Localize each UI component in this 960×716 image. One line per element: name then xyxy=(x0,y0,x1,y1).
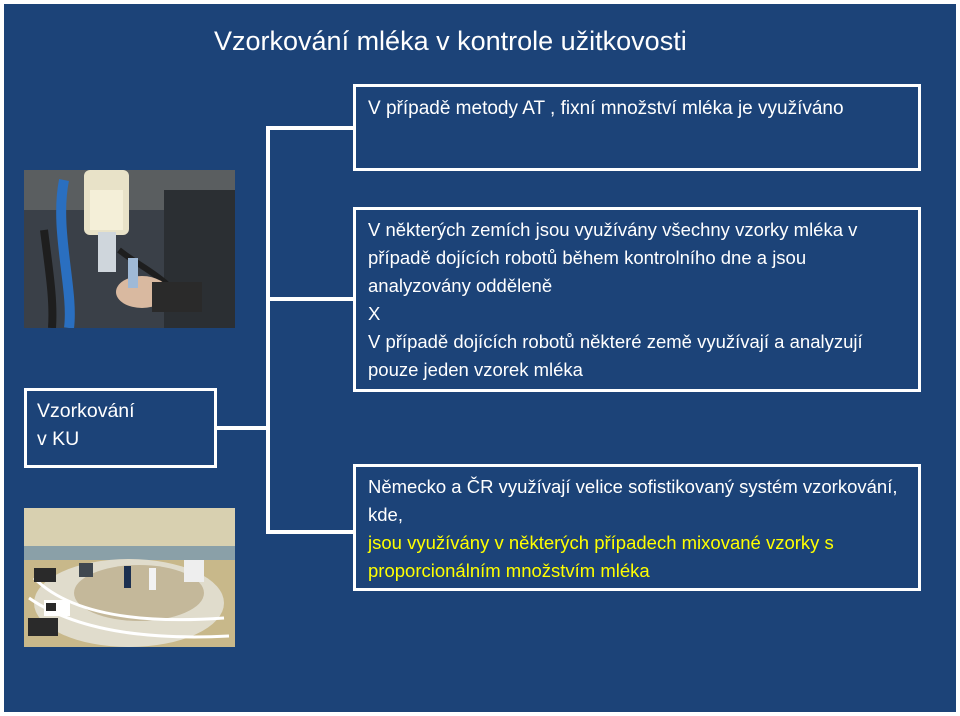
germany-cz-box xyxy=(353,464,921,591)
slide xyxy=(4,4,956,712)
slide-title: Vzorkování mléka v kontrole užitkovosti xyxy=(214,26,687,56)
sampling-label-line2: v KU xyxy=(37,428,80,450)
sampling-label-box xyxy=(24,388,217,468)
connector-vertical xyxy=(266,130,270,534)
connector-to-box2 xyxy=(266,297,354,301)
germany-cz-text: Německo a ČR využívají velice sofistikovaný systém vzorkování, kde, xyxy=(368,476,898,525)
sampling-label-line1: Vzorkování xyxy=(37,400,135,422)
robot-sampling-paragraph-2: V případě dojících robotů některé země využívají a analyzují pouze jeden vzorek mléka xyxy=(368,331,863,380)
connector-to-box1 xyxy=(266,126,354,130)
milking-parlour-photo xyxy=(24,508,235,647)
at-method-box xyxy=(353,84,921,171)
at-method-text: V případě metody AT , fixní množství mléka je využíváno xyxy=(368,98,844,119)
robot-sampling-separator: X xyxy=(368,303,381,324)
germany-cz-highlight: jsou využívány v některých případech mixované vzorky s proporcionálním množstvím mléka xyxy=(368,532,834,581)
milking-robot-photo xyxy=(24,170,235,328)
connector-to-label xyxy=(217,426,268,430)
robot-sampling-paragraph-1: V některých zemích jsou využívány všechny vzorky mléka v případě dojících robotů během kontrolního dne a jsou analyzovány odděleně xyxy=(368,219,858,296)
robot-sampling-box xyxy=(353,207,921,392)
connector-to-box3 xyxy=(266,530,354,534)
